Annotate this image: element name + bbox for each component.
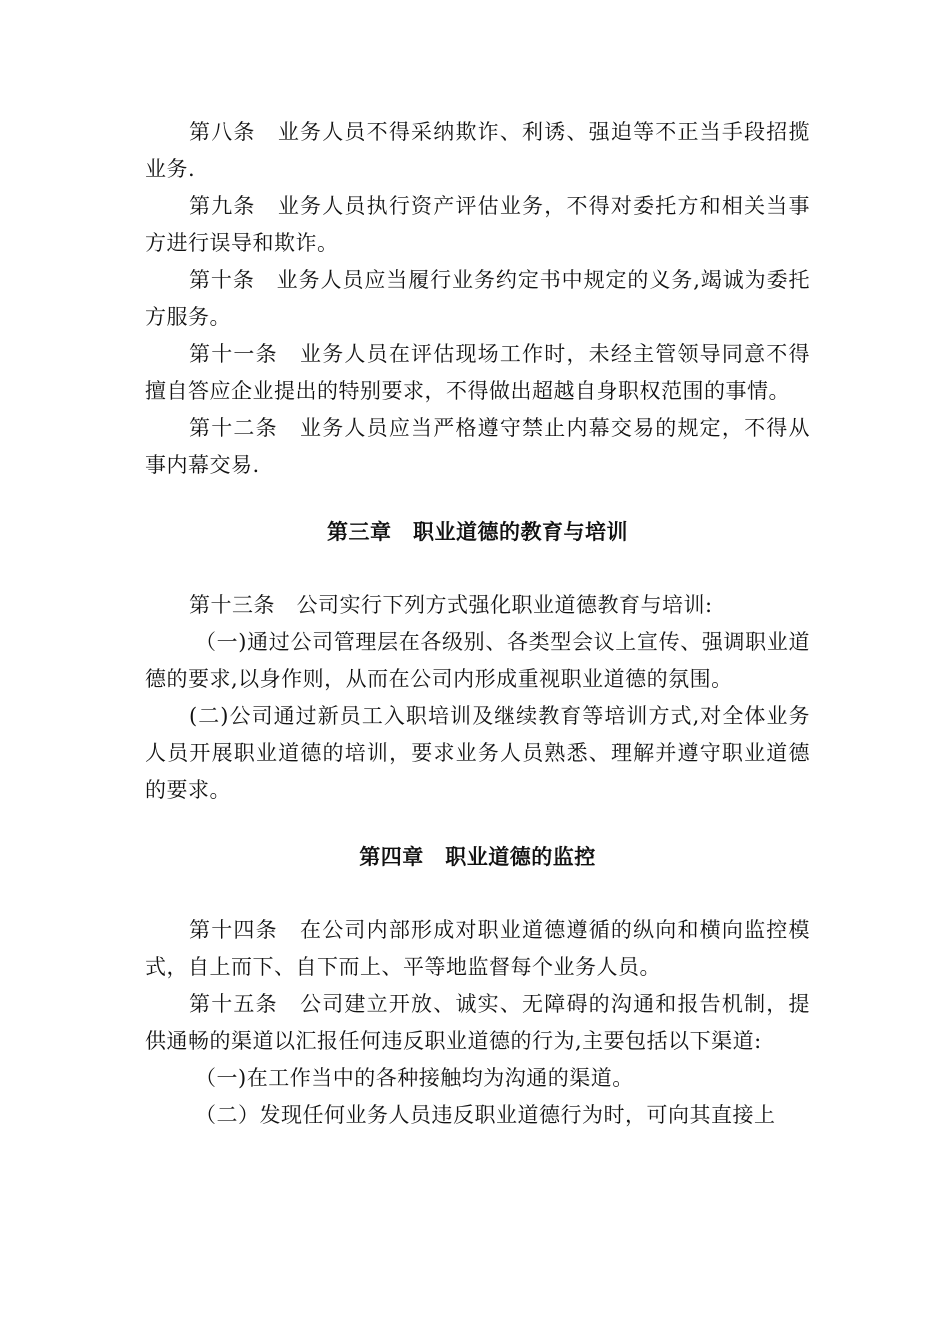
article-13-item-1: （一)通过公司管理层在各级别、各类型会议上宣传、强调职业道德的要求,以身作则，从而在公司内形成重视职业道德的氛围。 [145,630,810,691]
chapter-4-title: 第四章 职业道德的监控 [359,845,596,869]
article-9: 第九条 业务人员执行资产评估业务，不得对委托方和相关当事方进行误导和欺诈。 [145,194,810,255]
article-15: 第十五条 公司建立开放、诚实、无障碍的沟通和报告机制，提供通畅的渠道以汇报任何违反职业道德的行为,主要包括以下渠道: [145,992,810,1053]
article-12: 第十二条 业务人员应当严格遵守禁止内幕交易的规定，不得从事内幕交易. [145,416,810,477]
article-14: 第十四条 在公司内部形成对职业道德遵循的纵向和横向监控模式，自上而下、自下而上、平等地监督每个业务人员。 [145,918,810,979]
article-13-item-2: (二)公司通过新员工入职培训及继续教育等培训方式,对全体业务人员开展职业道德的培训，要求业务人员熟悉、理解并遵守职业道德的要求。 [145,704,810,802]
article-10: 第十条 业务人员应当履行业务约定书中规定的义务,竭诚为委托方服务。 [145,268,810,329]
chapter-3-title: 第三章 职业道德的教育与培训 [327,520,628,544]
article-8: 第八条 业务人员不得采纳欺诈、利诱、强迫等不正当手段招揽业务. [145,120,810,181]
article-11: 第十一条 业务人员在评估现场工作时，未经主管领导同意不得擅自答应企业提出的特别要求，不得做出超越自身职权范围的事情。 [145,342,810,403]
article-15-item-1: （一)在工作当中的各种接触均为沟通的渠道。 [195,1066,634,1090]
article-15-item-2: （二）发现任何业务人员违反职业道德行为时，可向其直接上 [195,1103,776,1127]
document-page [145,114,810,1134]
article-13: 第十三条 公司实行下列方式强化职业道德教育与培训: [189,593,713,617]
